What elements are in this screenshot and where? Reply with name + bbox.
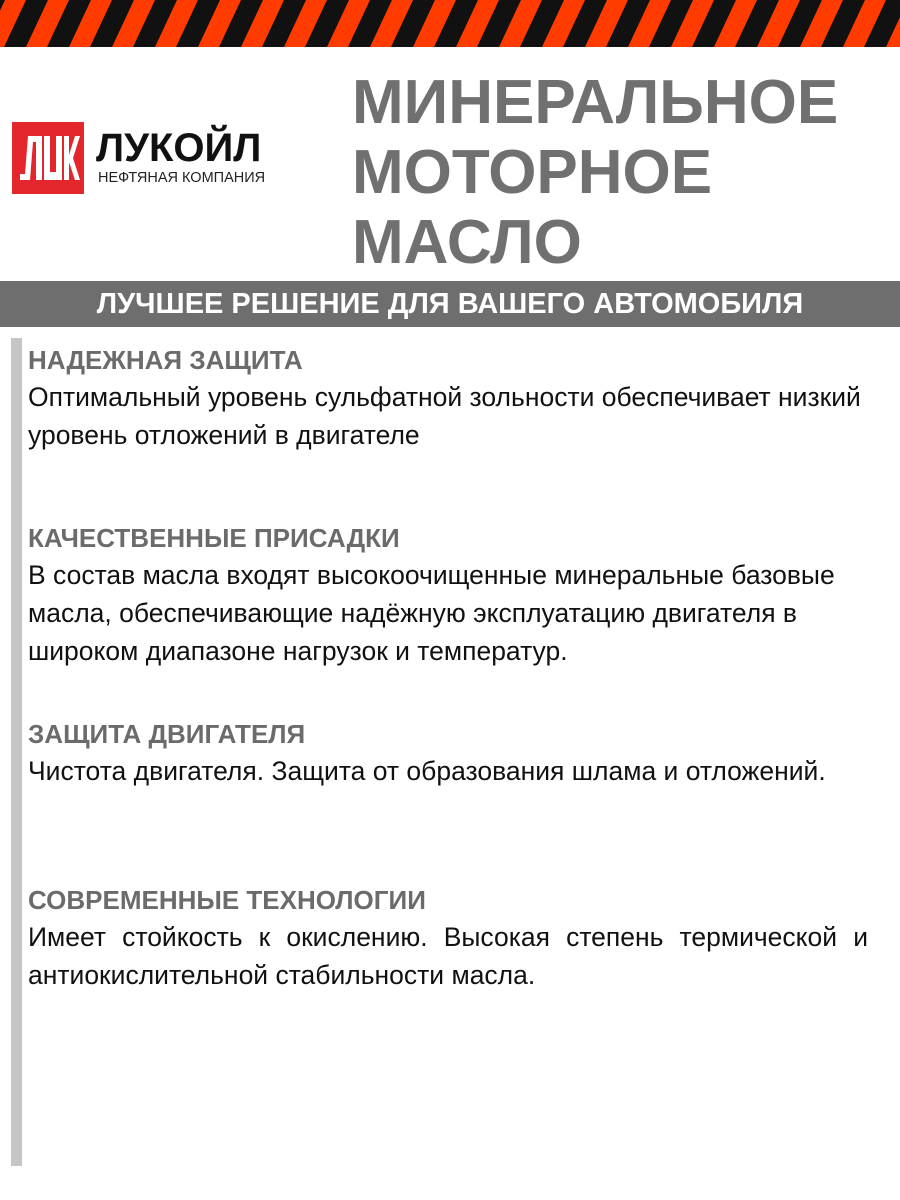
feature-description: Имеет стойкость к окислению. Высокая степень термической и антиокислительной стабильности масла. [28, 922, 868, 990]
headline-line-3: МАСЛО [352, 208, 582, 277]
side-divider [11, 338, 22, 1166]
lukoil-logo [12, 122, 297, 194]
slogan-text: ЛУЧШЕЕ РЕШЕНИЕ ДЛЯ ВАШЕГО АВТОМОБИЛЯ [96, 288, 804, 320]
feature-description: Оптимальный уровень сульфатной зольности обеспечивает низкий уровень отложений в двигателе [28, 382, 861, 450]
headline-line-1: МИНЕРАЛЬНОЕ [352, 68, 839, 137]
feature-title: НАДЕЖНАЯ ЗАЩИТА [28, 345, 303, 375]
feature-title: СОВРЕМЕННЫЕ ТЕХНОЛОГИИ [28, 885, 426, 915]
feature-title: ЗАЩИТА ДВИГАТЕЛЯ [28, 719, 306, 749]
feature-section-quality-additives [28, 520, 868, 670]
product-headline [352, 68, 892, 278]
lukoil-emblem-icon [12, 122, 84, 194]
feature-title: КАЧЕСТВЕННЫЕ ПРИСАДКИ [28, 523, 400, 553]
feature-section-engine-protection [28, 716, 868, 790]
headline-line-2: МОТОРНОЕ [352, 138, 713, 207]
feature-section-modern-technologies [28, 882, 868, 994]
hazard-stripes-decoration [0, 0, 900, 47]
feature-description: В состав масла входят высокоочищенные минеральные базовые масла, обеспечивающие надёжную эксплуатацию двигателя в широком диапазоне нагрузок и температур. [28, 560, 835, 666]
brand-subtitle: НЕФТЯНАЯ КОМПАНИЯ [98, 170, 266, 186]
feature-section-reliable-protection [28, 342, 868, 454]
brand-name: ЛУКОЙЛ [96, 126, 262, 170]
feature-description: Чистота двигателя. Защита от образования шлама и отложений. [28, 756, 826, 786]
slogan-banner [0, 281, 900, 327]
